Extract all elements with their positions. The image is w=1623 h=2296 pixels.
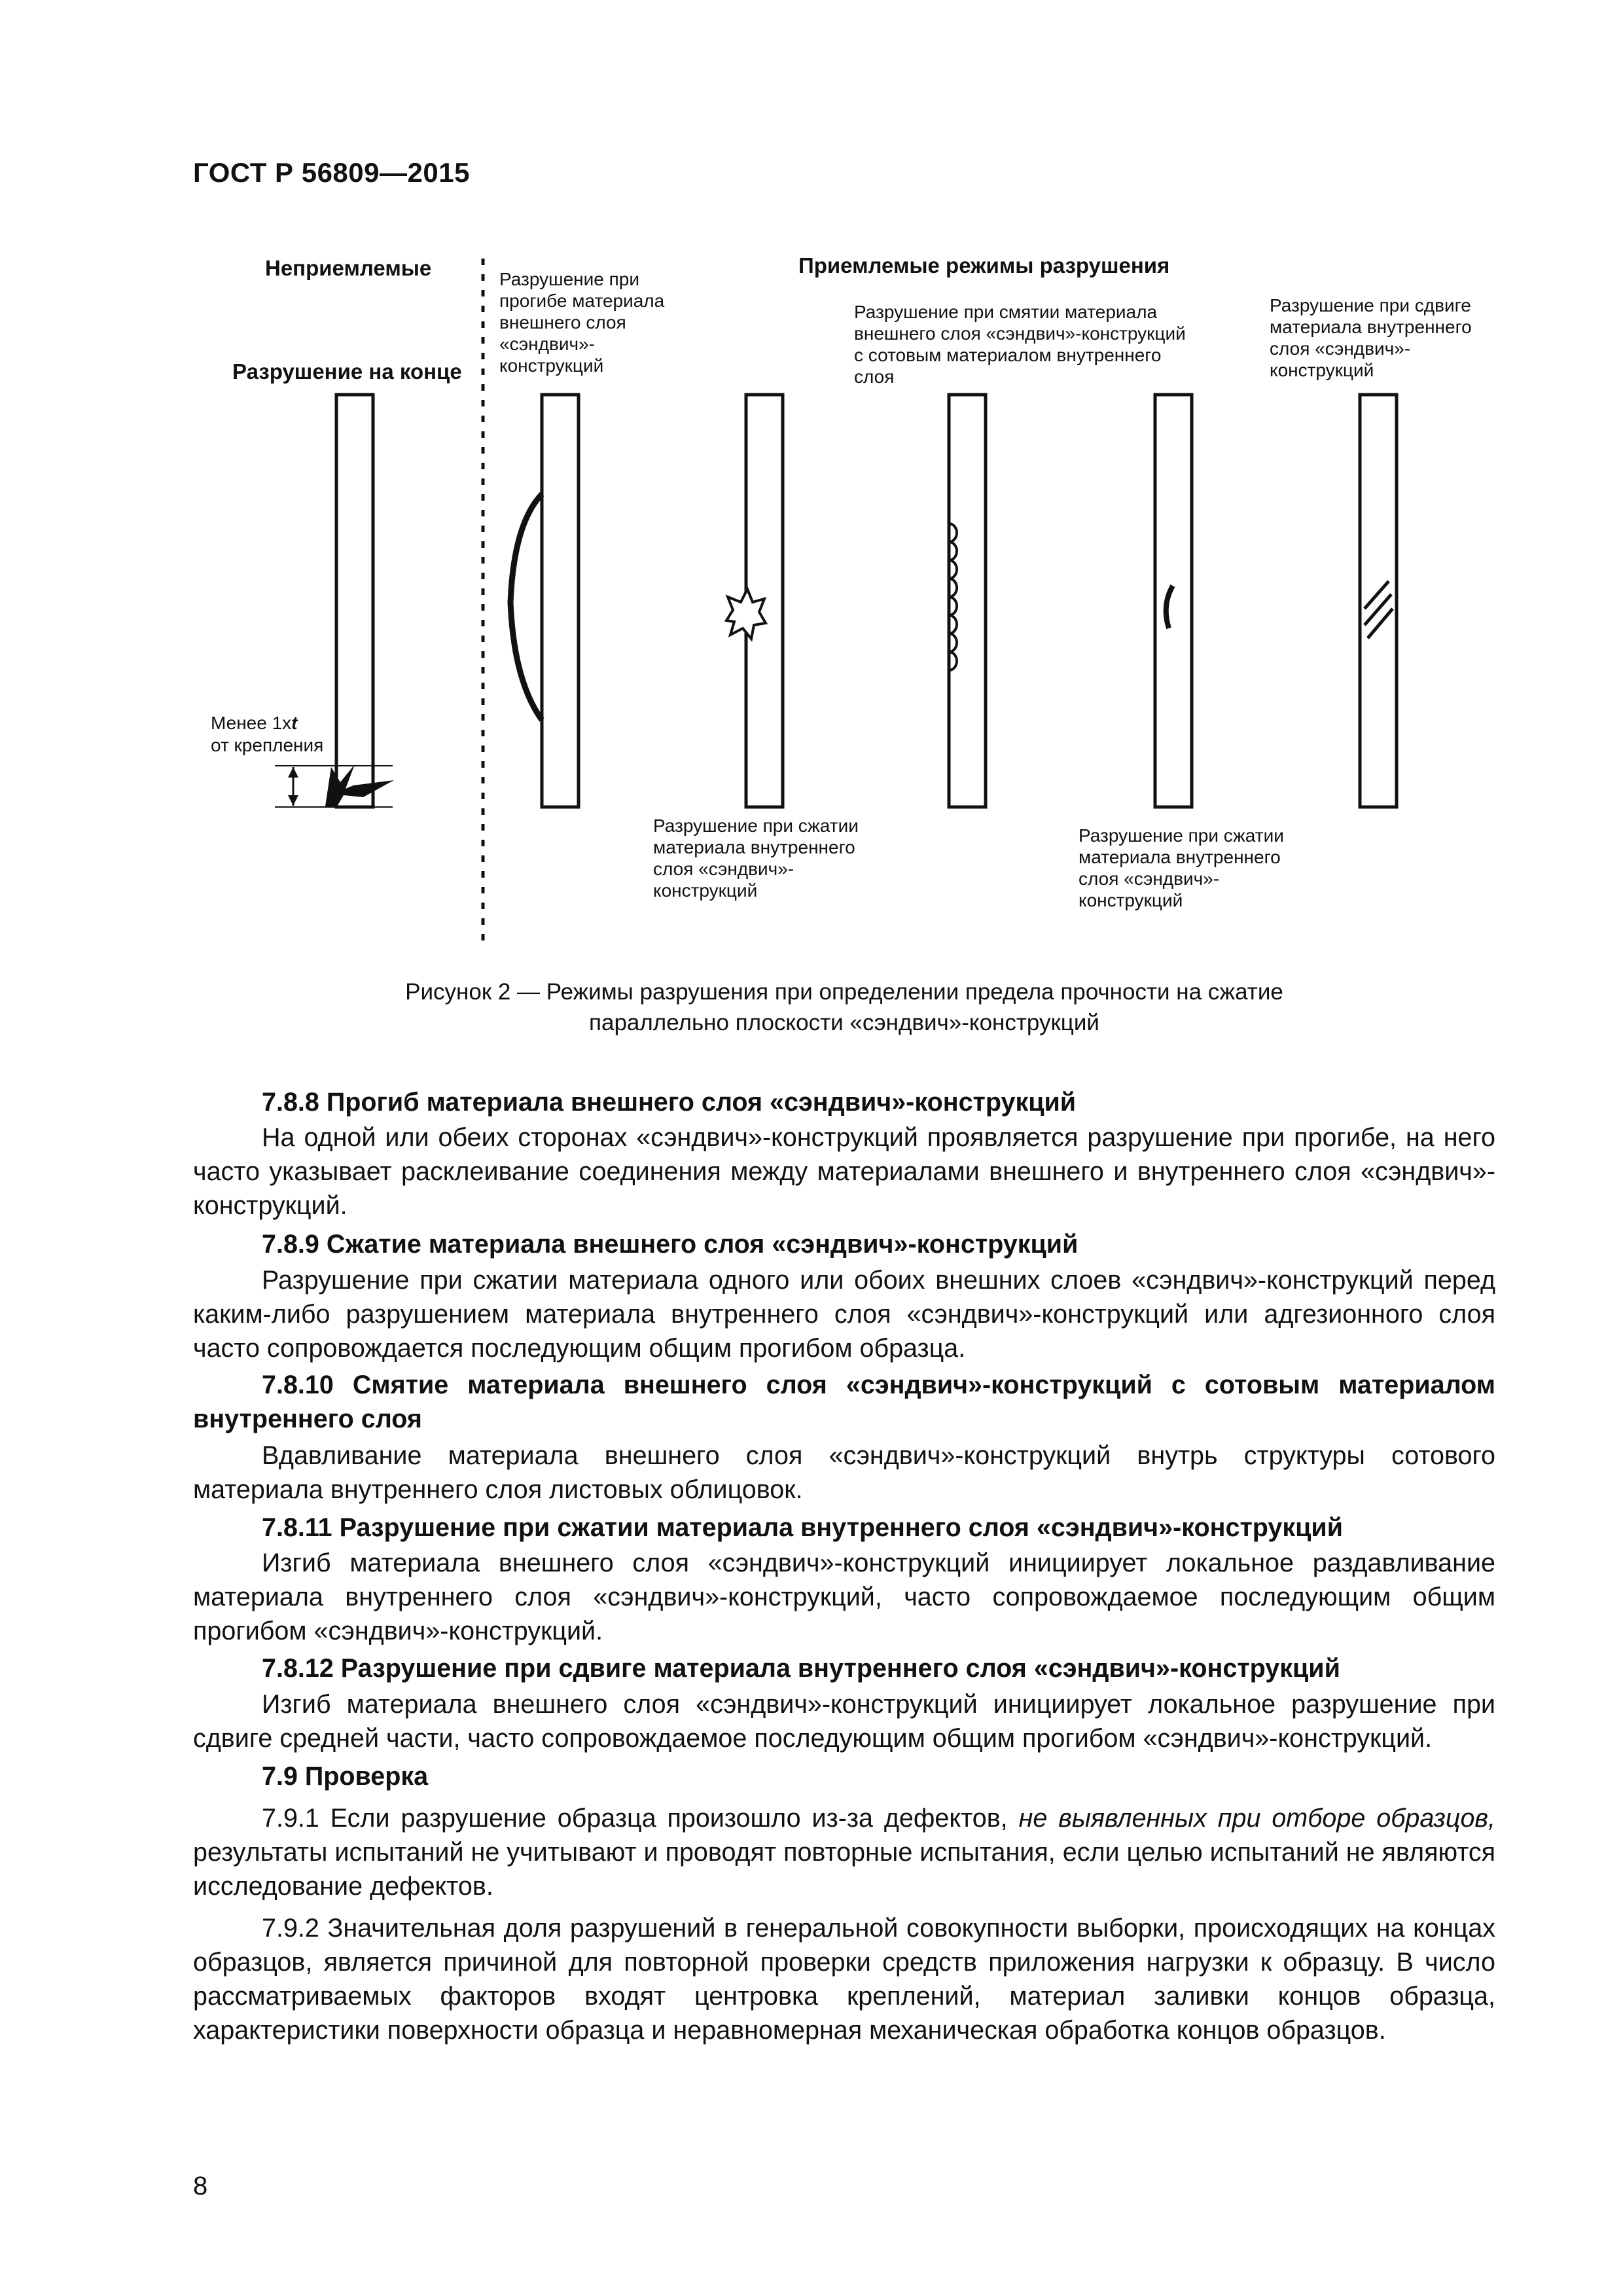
section-7-8-11-title: 7.8.11 Разрушение при сжатии материала внутреннего слоя «сэндвич»-конструкций: [262, 1513, 1343, 1542]
specimen-facing-buckling: [510, 395, 579, 807]
page-number: 8: [193, 2172, 208, 2200]
section-7-9-title: 7.9 Проверка: [262, 1762, 429, 1791]
figure-caption: [236, 977, 1453, 1038]
label-facing-buckling: Разрушение при прогибе материала внешнего слоя «сэндвич»- конструкций: [499, 269, 665, 376]
label-core-compression-1: Разрушение при сжатии материала внутреннего слоя «сэндвич»- конструкций: [653, 816, 859, 901]
shear-line-2: [1364, 594, 1391, 625]
document-header: ГОСТ Р 56809—2015: [193, 157, 470, 188]
label-from-grip: от крепления: [211, 735, 324, 755]
end-failure-title: Разрушение на конце: [232, 359, 462, 384]
shear-line-3: [1368, 609, 1393, 638]
label-core-shear: Разрушение при сдвиге материала внутреннего слоя «сэндвич»- конструкций: [1270, 295, 1472, 380]
section-7-8-11-text: Изгиб материала внешнего слоя «сэндвич»-конструкций инициирует локальное раздавливание материала внутреннего слоя «сэндвич»-конструкций, часто сопровождаемое последующим общим прогибом «сэндвич»-конструкций.: [193, 1549, 1495, 1645]
buckled-facing-curve: [510, 494, 542, 720]
section-7-9-2-text: 7.9.2 Значительная доля разрушений в генеральной совокупности выборки, происходящих на концах образцов, является причиной для повторной проверки средств приложения нагрузки к образцу. В число рассматриваемых факторов входят центровка креплений, материал заливки концов образца, характеристики поверхности образца и неравномерная механическая обработка концов образцов.: [193, 1914, 1495, 2045]
specimen-facing-crushing: [949, 395, 986, 807]
unacceptable-title: Неприемлемые: [265, 256, 432, 280]
section-7-8-9-title: 7.8.9 Сжатие материала внешнего слоя «сэндвич»-конструкций: [262, 1230, 1079, 1259]
specimen-core-compression-2: [1155, 395, 1192, 807]
section-7-8-12-text: Изгиб материала внешнего слоя «сэндвич»-конструкций инициирует локальное разрушение при сдвиге средней части, часто сопровождаемое последующим общим прогибом «сэндвич»-конструкций.: [193, 1690, 1495, 1753]
shear-line-1: [1364, 581, 1389, 609]
section-7-8-10-text: Вдавливание материала внешнего слоя «сэндвич»-конструкций внутрь структуры сотового материала внутреннего слоя листовых облицовок.: [193, 1441, 1495, 1504]
specimen-core-compression-1: [726, 395, 783, 807]
section-7-8-8-text: На одной или обеих сторонах «сэндвич»-конструкций проявляется разрушение при прогибе, на него часто указывает расклеивание соединения между материалами внешнего и внутреннего слоя «сэндвич»-конструкций.: [193, 1123, 1495, 1220]
specimen-core-shear: [1360, 395, 1397, 807]
section-7-8-10-title: 7.8.10 Смятие материала внешнего слоя «сэндвич»-конструкций с сотовым материалом внутреннего слоя: [193, 1371, 1495, 1433]
section-7-8-8-title: 7.8.8 Прогиб материала внешнего слоя «сэндвич»-конструкций: [262, 1088, 1077, 1117]
label-facing-crush: Разрушение при смятии материала внешнего слоя «сэндвич»-конструкций с сотовым материалом внутреннего слоя: [854, 302, 1186, 387]
acceptable-title: Приемлемые режимы разрушения: [798, 253, 1170, 278]
label-less-than: Менее 1xt: [211, 713, 298, 733]
caption-line-2: параллельно плоскости «сэндвич»-конструкций: [589, 1010, 1099, 1035]
section-7-9-1-text: 7.9.1 Если разрушение образца произошло из-за дефектов, не выявленных при отборе образцов, результаты испытаний не учитывают и проводят повторные испытания, если целью испытаний не являются исследование дефектов.: [193, 1804, 1496, 1901]
caption-line-1: Рисунок 2 — Режимы разрушения при определении предела прочности на сжатие: [405, 979, 1283, 1005]
label-core-compression-2: Разрушение при сжатии материала внутреннего слоя «сэндвич»- конструкций: [1079, 825, 1284, 910]
failure-modes-figure: [0, 0, 1623, 1047]
core-crack-arc: [1166, 586, 1173, 628]
crush-star-mark: [726, 589, 766, 639]
section-7-8-12-title: 7.8.12 Разрушение при сдвиге материала внутреннего слоя «сэндвич»-конструкций: [262, 1654, 1340, 1683]
section-7-8-9-text: Разрушение при сжатии материала одного или обоих внешних слоев «сэндвич»-конструкций перед каким-либо разрушением материала внутреннего слоя «сэндвич»-конструкций или адгезионного слоя часто сопровождается последующим общим прогибом образца.: [193, 1266, 1495, 1363]
